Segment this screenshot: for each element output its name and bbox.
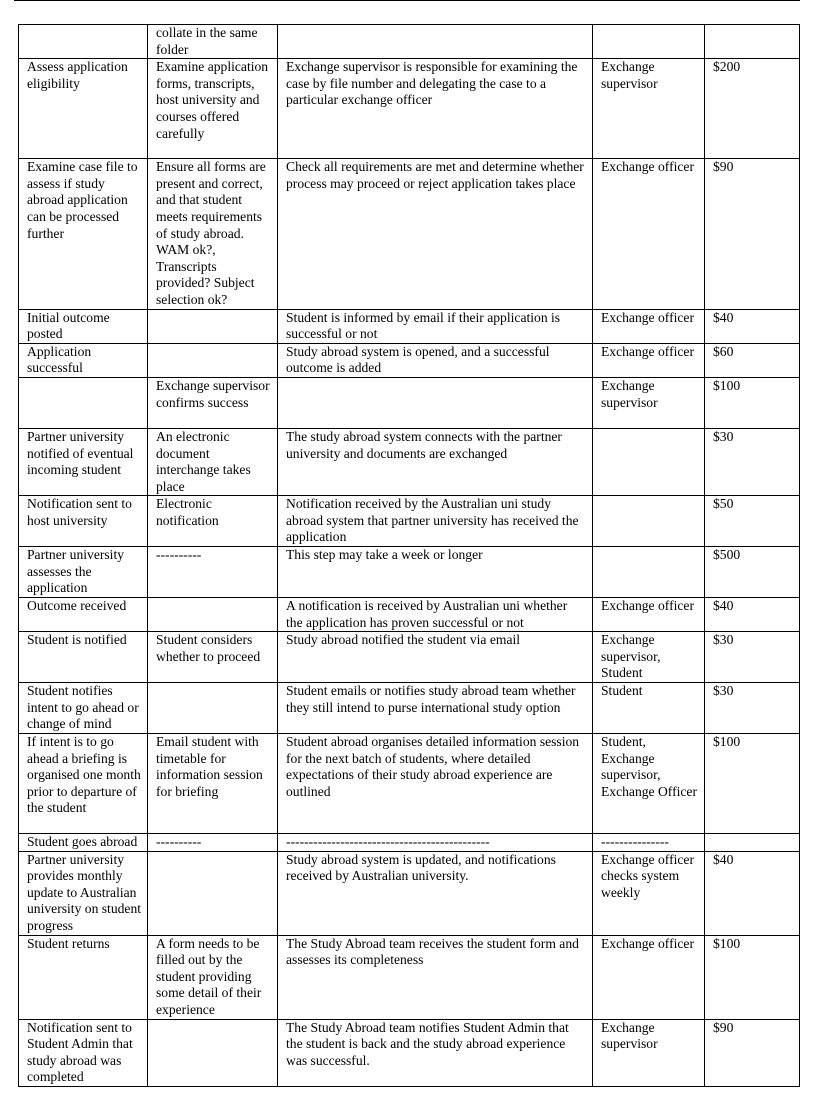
table-row: [19, 159, 800, 309]
description-cell: Study abroad notified the student via email: [278, 632, 593, 683]
activity-cell: Examine case file to assess if study abroad application can be processed further: [19, 159, 148, 309]
details-cell: ----------: [148, 547, 278, 598]
activity-cell: [19, 25, 148, 59]
cost-cell: $30: [705, 632, 800, 683]
details-cell: Electronic notification: [148, 496, 278, 547]
cost-cell: $40: [705, 851, 800, 935]
cost-cell: [705, 834, 800, 852]
activity-cell: Initial outcome posted: [19, 309, 148, 343]
table-row: [19, 428, 800, 495]
cost-cell: $500: [705, 547, 800, 598]
cost-cell: $30: [705, 683, 800, 734]
description-cell: [278, 377, 593, 428]
description-cell: The Study Abroad team receives the student form and assesses its completeness: [278, 935, 593, 1019]
details-cell: Examine application forms, transcripts, host university and courses offered carefully: [148, 59, 278, 159]
table-row: [19, 496, 800, 547]
cost-cell: [705, 25, 800, 59]
process-table-body: [19, 25, 800, 1087]
activity-cell: Student returns: [19, 935, 148, 1019]
table-row: [19, 598, 800, 632]
table-row: [19, 343, 800, 377]
table-row: [19, 59, 800, 159]
activity-cell: Notification sent to Student Admin that study abroad was completed: [19, 1019, 148, 1086]
details-cell: [148, 309, 278, 343]
page-top-rule: [14, 0, 800, 1]
role-cell: Exchange supervisor: [593, 1019, 705, 1086]
activity-cell: Partner university assesses the application: [19, 547, 148, 598]
activity-cell: Application successful: [19, 343, 148, 377]
table-row: [19, 834, 800, 852]
details-cell: A form needs to be filled out by the student providing some detail of their experience: [148, 935, 278, 1019]
table-row: [19, 1019, 800, 1086]
description-cell: Exchange supervisor is responsible for examining the case by file number and delegating the case to a particular exchange officer: [278, 59, 593, 159]
details-cell: [148, 343, 278, 377]
role-cell: Exchange officer: [593, 159, 705, 309]
details-cell: Email student with timetable for information session for briefing: [148, 734, 278, 834]
description-cell: Check all requirements are met and determine whether process may proceed or reject application takes place: [278, 159, 593, 309]
role-cell: Student: [593, 683, 705, 734]
description-cell: A notification is received by Australian uni whether the application has proven successful or not: [278, 598, 593, 632]
cost-cell: $100: [705, 935, 800, 1019]
description-cell: Study abroad system is opened, and a successful outcome is added: [278, 343, 593, 377]
cost-cell: $90: [705, 1019, 800, 1086]
table-row: [19, 734, 800, 834]
details-cell: [148, 851, 278, 935]
activity-cell: Assess application eligibility: [19, 59, 148, 159]
role-cell: [593, 496, 705, 547]
table-row: [19, 547, 800, 598]
details-cell: Student considers whether to proceed: [148, 632, 278, 683]
table-row: [19, 851, 800, 935]
cost-cell: $100: [705, 734, 800, 834]
table-row: [19, 377, 800, 428]
activity-cell: If intent is to go ahead a briefing is organised one month prior to departure of the student: [19, 734, 148, 834]
table-row: [19, 632, 800, 683]
table-row: [19, 25, 800, 59]
activity-cell: Student is notified: [19, 632, 148, 683]
details-cell: An electronic document interchange takes place: [148, 428, 278, 495]
details-cell: Ensure all forms are present and correct, and that student meets requirements of study abroad. WAM ok?, Transcripts provided? Subject selection ok?: [148, 159, 278, 309]
activity-cell: Outcome received: [19, 598, 148, 632]
process-table: [18, 24, 800, 1087]
cost-cell: $100: [705, 377, 800, 428]
activity-cell: Student goes abroad: [19, 834, 148, 852]
details-cell: Exchange supervisor confirms success: [148, 377, 278, 428]
details-cell: [148, 683, 278, 734]
role-cell: [593, 25, 705, 59]
role-cell: Exchange officer: [593, 598, 705, 632]
cost-cell: $60: [705, 343, 800, 377]
description-cell: This step may take a week or longer: [278, 547, 593, 598]
role-cell: ---------------: [593, 834, 705, 852]
details-cell: [148, 1019, 278, 1086]
cost-cell: $50: [705, 496, 800, 547]
role-cell: Exchange supervisor, Student: [593, 632, 705, 683]
role-cell: Student, Exchange supervisor, Exchange Officer: [593, 734, 705, 834]
role-cell: [593, 547, 705, 598]
role-cell: Exchange officer: [593, 343, 705, 377]
activity-cell: Student notifies intent to go ahead or change of mind: [19, 683, 148, 734]
cost-cell: $90: [705, 159, 800, 309]
cost-cell: $40: [705, 598, 800, 632]
table-row: [19, 683, 800, 734]
role-cell: Exchange supervisor: [593, 59, 705, 159]
activity-cell: [19, 377, 148, 428]
description-cell: Study abroad system is updated, and notifications received by Australian university.: [278, 851, 593, 935]
role-cell: Exchange officer: [593, 935, 705, 1019]
description-cell: Notification received by the Australian uni study abroad system that partner university has received the application: [278, 496, 593, 547]
description-cell: Student is informed by email if their application is successful or not: [278, 309, 593, 343]
role-cell: [593, 428, 705, 495]
details-cell: [148, 598, 278, 632]
activity-cell: Partner university provides monthly update to Australian university on student progress: [19, 851, 148, 935]
description-cell: The Study Abroad team notifies Student Admin that the student is back and the study abroad experience was successful.: [278, 1019, 593, 1086]
role-cell: Exchange supervisor: [593, 377, 705, 428]
table-row: [19, 935, 800, 1019]
cost-cell: $200: [705, 59, 800, 159]
role-cell: Exchange officer checks system weekly: [593, 851, 705, 935]
cost-cell: $40: [705, 309, 800, 343]
description-cell: [278, 25, 593, 59]
description-cell: ---------------------------------------------: [278, 834, 593, 852]
activity-cell: Partner university notified of eventual incoming student: [19, 428, 148, 495]
description-cell: Student abroad organises detailed information session for the next batch of students, where detailed expectations of their study abroad experience are outlined: [278, 734, 593, 834]
activity-cell: Notification sent to host university: [19, 496, 148, 547]
description-cell: The study abroad system connects with the partner university and documents are exchanged: [278, 428, 593, 495]
details-cell: collate in the same folder: [148, 25, 278, 59]
table-row: [19, 309, 800, 343]
description-cell: Student emails or notifies study abroad team whether they still intend to purse international study option: [278, 683, 593, 734]
cost-cell: $30: [705, 428, 800, 495]
details-cell: ----------: [148, 834, 278, 852]
role-cell: Exchange officer: [593, 309, 705, 343]
